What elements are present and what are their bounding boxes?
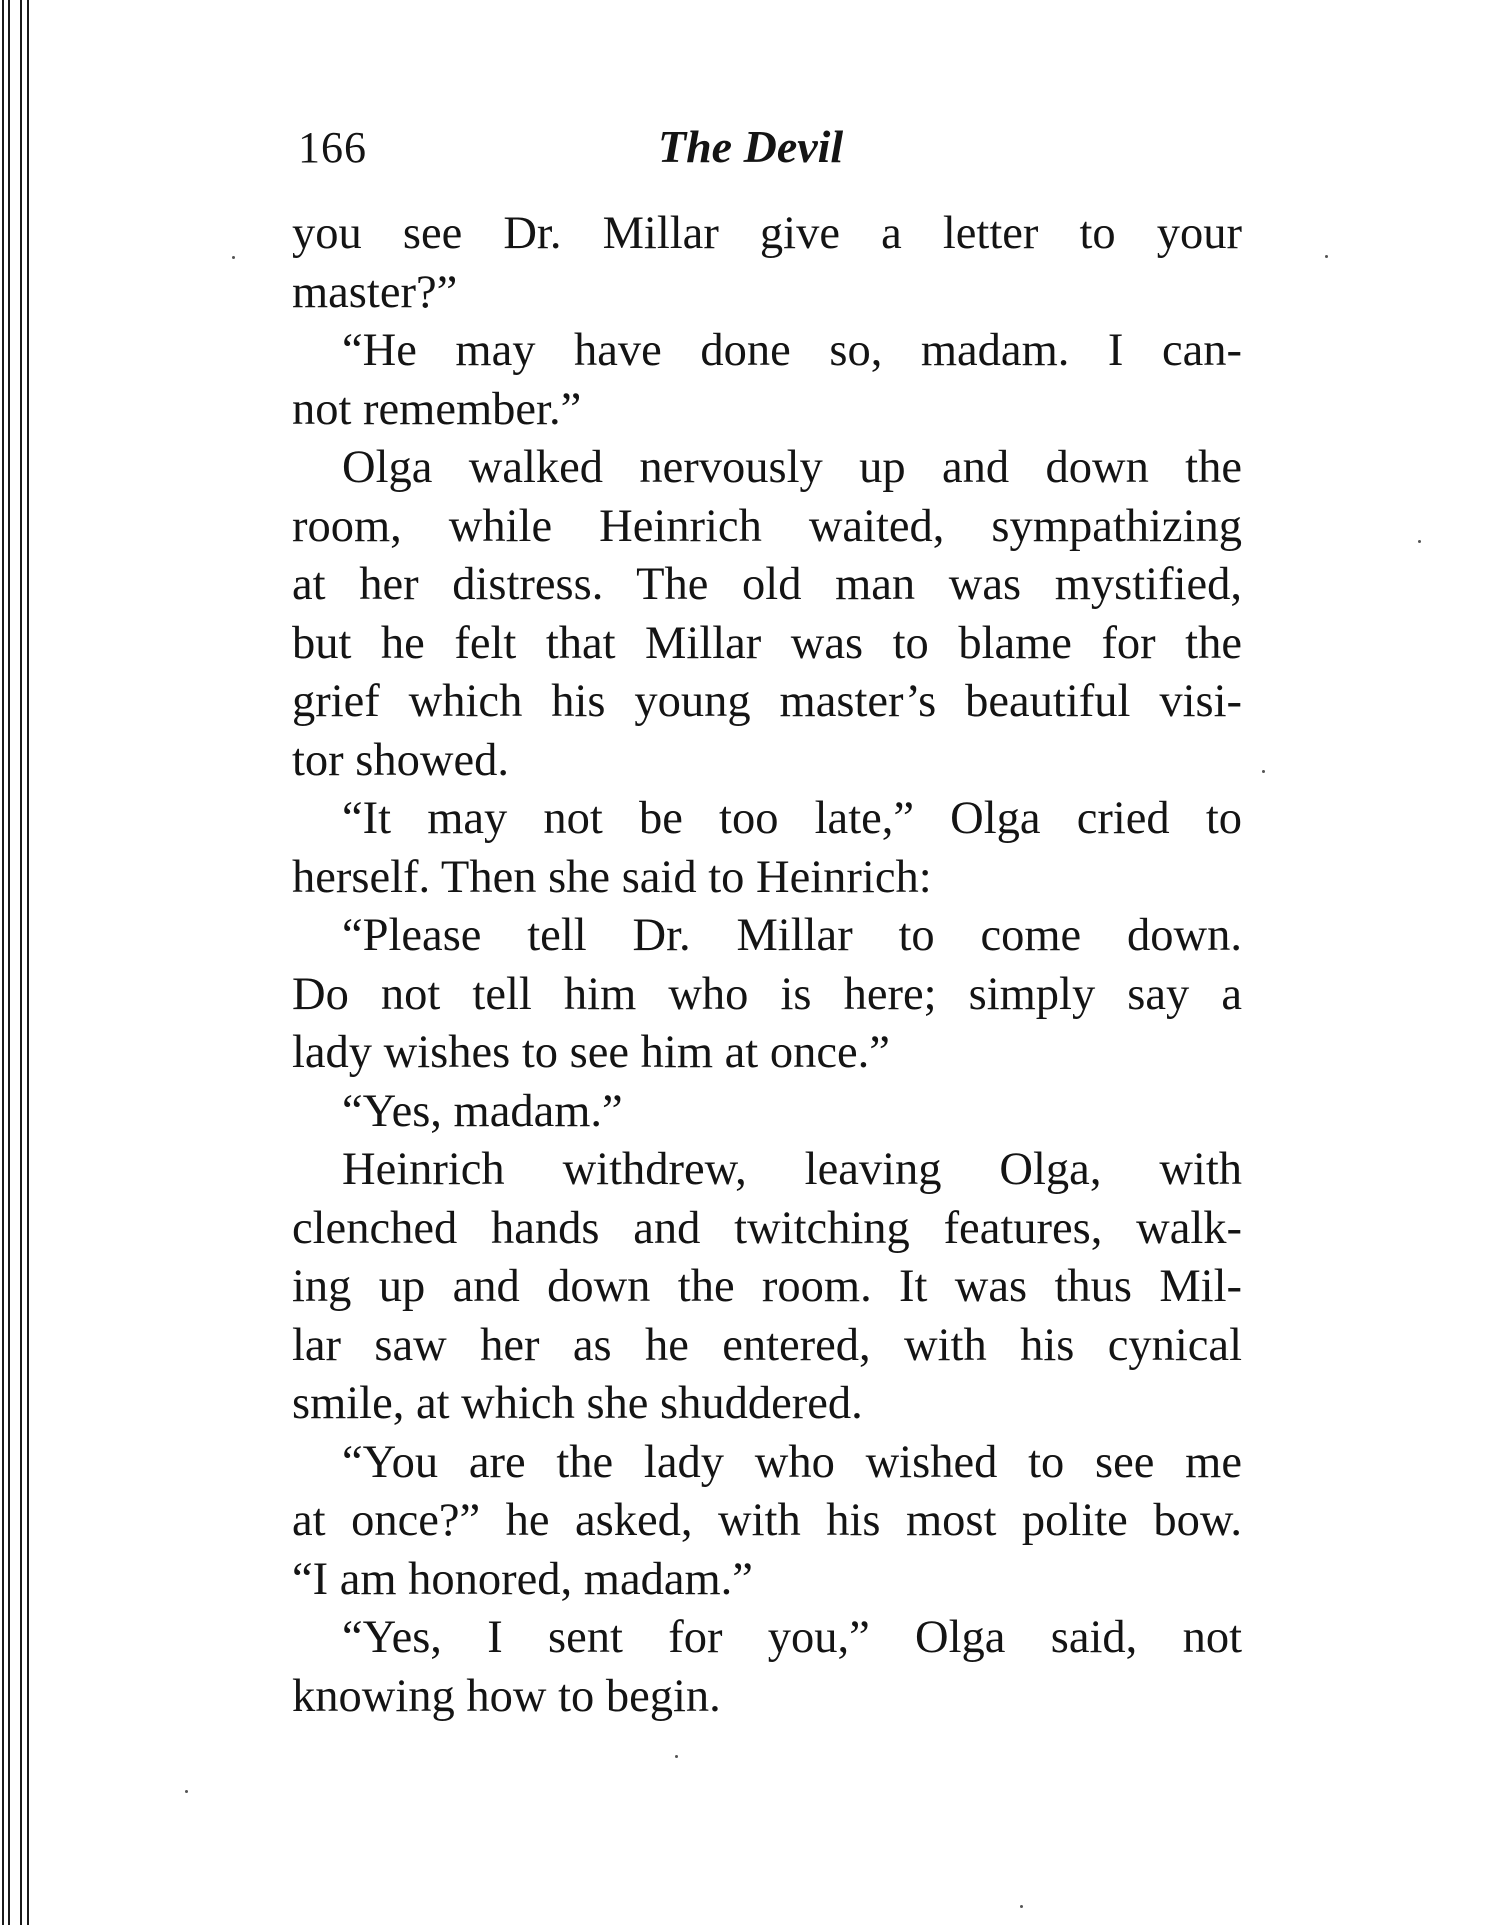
text-line: Olga walked nervously up and down the [342, 442, 1242, 493]
page-number: 166 [298, 123, 367, 172]
text-line: “Please tell Dr. Millar to come down. [342, 910, 1242, 961]
text-line: not remember.” [292, 383, 582, 435]
text-line: Do not tell him who is here; simply say a [292, 968, 1242, 1020]
text-line: “Yes, madam.” [342, 1085, 623, 1137]
text-line: clenched hands and twitching features, walk- [292, 1202, 1242, 1254]
text-line: “Yes, I sent for you,” Olga said, not [342, 1612, 1242, 1663]
text-line: master?” [292, 266, 458, 318]
scan-speck [1020, 1905, 1023, 1908]
text-line: at once?” he asked, with his most polite bow. [292, 1495, 1242, 1546]
text-line: room, while Heinrich waited, sympathizing [292, 500, 1242, 552]
text-line: at her distress. The old man was mystified, [292, 559, 1242, 610]
text-line: “You are the lady who wished to see me [342, 1436, 1242, 1488]
text-line: you see Dr. Millar give a letter to your [292, 208, 1242, 259]
text-line: but he felt that Millar was to blame for the [292, 617, 1242, 669]
text-line: grief which his young master’s beautiful visi- [292, 676, 1242, 727]
scan-speck [1262, 770, 1265, 773]
text-line: smile, at which she shuddered. [292, 1378, 863, 1429]
running-title: The Devil [658, 121, 844, 172]
text-line: “He may have done so, madam. I can- [342, 325, 1242, 376]
scan-speck [1418, 540, 1421, 543]
text-line: knowing how to begin. [292, 1670, 721, 1722]
text-line: herself. Then she said to Heinrich: [292, 851, 932, 903]
scan-speck [1325, 255, 1328, 258]
binding-gutter [0, 0, 40, 1925]
text-line: lar saw her as he entered, with his cynical [292, 1319, 1242, 1371]
body-text [292, 205, 1242, 1726]
text-line: tor showed. [292, 734, 509, 786]
scan-speck [185, 1790, 188, 1793]
page-header [298, 122, 1248, 182]
text-line: “It may not be too late,” Olga cried to [342, 793, 1242, 844]
text-line: ing up and down the room. It was thus Mil- [292, 1261, 1242, 1312]
scan-speck [232, 256, 235, 259]
scan-speck [675, 1755, 678, 1758]
text-line: Heinrich withdrew, leaving Olga, with [342, 1144, 1242, 1195]
text-line: lady wishes to see him at once.” [292, 1027, 890, 1078]
text-line: “I am honored, madam.” [292, 1553, 753, 1605]
